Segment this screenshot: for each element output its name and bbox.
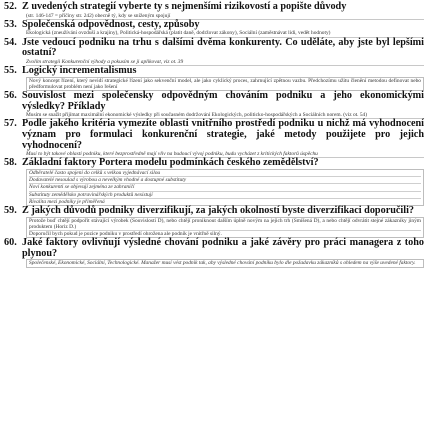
answer-note: (str. 146-147 = příčiny str. 242) obecně tý, kdy se sníženým spojují	[26, 13, 424, 20]
answer-note: Ekologická (zneužívání ovzduší a krajiny), Politická-hospodářská (platit daně, dodržovat zákony), Sociální (zaměstnávat lidi, vedět hodnoty)	[26, 30, 424, 37]
answer-note: Nový koncept řízení, který nevidí strategické řízení jako sekvenční model, ale jako cyklický proces, zahrnující zpětnou vazbu. Předchozímu užitu členění metodou definovat nebo předformulovat problém není jako řešení	[29, 77, 421, 90]
question-53	[4, 20, 424, 38]
question-number: 59.	[4, 204, 17, 216]
question-number: 54.	[4, 36, 17, 48]
answer-box	[26, 217, 424, 239]
question-title: Jaké faktory ovlivňují výsledné chování podniku a jaké závěry pro práci managera z toho plynou?	[22, 237, 424, 259]
answer-line: Substituty zemědělsko potravinářských produktů nexistují	[29, 192, 421, 199]
question-56	[4, 91, 424, 119]
question-title: Společenská odpovědnost, cesty, způsoby	[22, 18, 200, 30]
answer-line: Doporučil bych pokud je pozice podniku v prostředí ohrožena ale podnik je vnitřně silný.	[29, 230, 222, 237]
answer-line: Odběratelé často spojeni do celků s velkou vyjednávací silou	[29, 170, 421, 177]
question-number: 60.	[4, 237, 17, 249]
answer-line: Noví konkurenti se objevují zejména ze zahraničí	[29, 184, 421, 191]
answer-line: Dodavatelé nesoulad s výrobou a nevelkým vhodné a dostupné substituty	[29, 177, 421, 184]
answer-note: Musí to být takové oblasti podniku, které bezprostředně mají vliv na budoucí vývoj podniku, budu vycházet z kritických faktorů úspěchu	[26, 151, 424, 158]
question-number: 56.	[4, 89, 17, 101]
answer-line: Rivalita mezi podniky je přiměřená	[29, 198, 105, 205]
question-57	[4, 119, 424, 158]
question-number: 52.	[4, 1, 17, 12]
question-number: 57.	[4, 118, 17, 130]
answer-note: Musím se snažit přijímat maximální ekonomické výsledky při současném dodržování Ekologických, politicko-hospodářských a Sociálních norem. (viz ot. 54)	[26, 112, 424, 119]
question-title: Z uvedených strategií vyberte ty s nejmenšími rizikovostí a popište důvody	[22, 1, 347, 12]
answer-box	[26, 259, 424, 267]
question-title: Základní faktory Portera modelu podmínkách českého zemědělství?	[22, 157, 319, 169]
question-number: 58.	[4, 157, 17, 169]
question-54	[4, 38, 424, 66]
question-title: Z jakých důvodů podniky diverzifikují, za jakých okolností byste diverzifikaci doporučili?	[22, 204, 414, 216]
question-number: 53.	[4, 18, 17, 30]
question-58	[4, 158, 424, 206]
answer-note: Zvolím strategii Konkurenční výhody a pokusím se ji aplikovat, viz ot. 39	[26, 59, 424, 66]
question-title: Souvislost mezi společensky odpovědným chováním podniku a jeho ekonomickými výsledky? Příklady	[22, 89, 424, 112]
question-title: Podle jakého kritéria vymezíte oblasti vnitřního prostředí podniku u nichž má vyhodnocení význam pro formulaci konkurenční strategie, jaké metody použijete pro jejich vyhodnocení?	[22, 118, 424, 151]
answer-line: Protože buď chtějí podpořit stávající výrobek (Souvislosti D), nebo chtějí proniknout dalším úplně novým na jejich trh (Smíšená D), a nebo chtějí odvrátit stejné zákazníky jiným produktem (Horiz D.)	[29, 217, 421, 230]
question-title: Jste vedoucí podniku na trhu s dalšími dvěma konkurenty. Co uděláte, aby jste byl lepšími ostatní?	[22, 36, 424, 59]
question-number: 55.	[4, 64, 17, 76]
question-title: Logický incrementalismus	[22, 64, 137, 76]
question-59	[4, 206, 424, 238]
question-60	[4, 238, 424, 267]
question-55	[4, 66, 424, 91]
answer-box	[26, 77, 424, 91]
answer-line: Společenské, Ekonomické, Sociální, Technologické. Manažer musí vést podnik tak, aby výsledné chování podniku bylo dle požadavku zákazníků s ohledem na výše uvedené faktory.	[29, 260, 416, 267]
answer-box	[26, 169, 424, 206]
question-52	[4, 2, 424, 20]
